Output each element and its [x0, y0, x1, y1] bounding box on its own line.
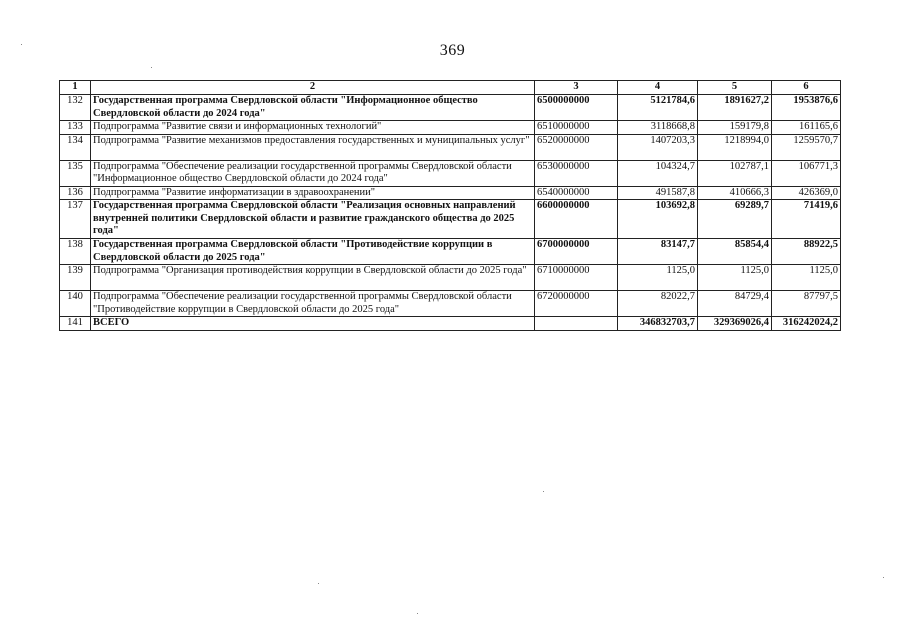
program-name-cell: Подпрограмма "Обеспечение реализации государственной программы Свердловской области "Информационное общество Свердловской области до 2024 года"	[91, 160, 535, 186]
value-col-5-cell: 410666,3	[698, 186, 772, 200]
value-col-6-cell: 1953876,6	[772, 95, 841, 121]
budget-code-cell: 6600000000	[535, 200, 618, 239]
value-col-5-cell: 69289,7	[698, 200, 772, 239]
value-col-5-cell: 1218994,0	[698, 134, 772, 160]
value-col-5-cell: 84729,4	[698, 291, 772, 317]
value-col-5-cell: 159179,8	[698, 121, 772, 135]
column-header-5: 5	[698, 81, 772, 95]
value-col-5-cell: 329369026,4	[698, 317, 772, 331]
column-header-3: 3	[535, 81, 618, 95]
value-col-6-cell: 106771,3	[772, 160, 841, 186]
column-header-2: 2	[91, 81, 535, 95]
table-row	[60, 95, 841, 121]
page-number: 369	[439, 42, 466, 59]
table-row	[60, 291, 841, 317]
row-number-cell: 140	[60, 291, 91, 317]
column-header-4: 4	[618, 81, 698, 95]
row-number-cell: 139	[60, 265, 91, 291]
budget-code-cell: 6530000000	[535, 160, 618, 186]
value-col-6-cell: 1125,0	[772, 265, 841, 291]
table-row	[60, 200, 841, 239]
budget-code-cell: 6500000000	[535, 95, 618, 121]
value-col-5-cell: 85854,4	[698, 239, 772, 265]
value-col-4-cell: 1407203,3	[618, 134, 698, 160]
row-number-cell: 132	[60, 95, 91, 121]
table-row	[60, 160, 841, 186]
budget-code-cell	[535, 317, 618, 331]
table-row	[60, 186, 841, 200]
value-col-5-cell: 1125,0	[698, 265, 772, 291]
row-number-cell: 137	[60, 200, 91, 239]
program-name-cell: Подпрограмма "Обеспечение реализации государственной программы Свердловской области "Противодействие коррупции в Свердловской области до 2025 года"	[91, 291, 535, 317]
program-name-cell: Подпрограмма "Развитие связи и информационных технологий"	[91, 121, 535, 135]
scan-speck	[883, 577, 884, 578]
value-col-6-cell: 87797,5	[772, 291, 841, 317]
row-number-cell: 134	[60, 134, 91, 160]
budget-code-cell: 6510000000	[535, 121, 618, 135]
table-row	[60, 121, 841, 135]
value-col-4-cell: 82022,7	[618, 291, 698, 317]
table-row	[60, 265, 841, 291]
table-row	[60, 239, 841, 265]
column-header-6: 6	[772, 81, 841, 95]
value-col-4-cell: 104324,7	[618, 160, 698, 186]
program-name-cell: Подпрограмма "Организация противодействия коррупции в Свердловской области до 2025 года"	[91, 265, 535, 291]
table-body	[60, 95, 841, 331]
value-col-4-cell: 346832703,7	[618, 317, 698, 331]
table-header-row	[60, 81, 841, 95]
value-col-5-cell: 102787,1	[698, 160, 772, 186]
budget-code-cell: 6520000000	[535, 134, 618, 160]
value-col-4-cell: 3118668,8	[618, 121, 698, 135]
value-col-6-cell: 88922,5	[772, 239, 841, 265]
row-number-cell: 133	[60, 121, 91, 135]
value-col-4-cell: 83147,7	[618, 239, 698, 265]
budget-code-cell: 6700000000	[535, 239, 618, 265]
value-col-5-cell: 1891627,2	[698, 95, 772, 121]
value-col-4-cell: 491587,8	[618, 186, 698, 200]
value-col-4-cell: 103692,8	[618, 200, 698, 239]
table-row	[60, 134, 841, 160]
program-name-cell: Государственная программа Свердловской области "Противодействие коррупции в Свердловской области до 2025 года"	[91, 239, 535, 265]
value-col-4-cell: 1125,0	[618, 265, 698, 291]
value-col-6-cell: 426369,0	[772, 186, 841, 200]
row-number-cell: 141	[60, 317, 91, 331]
budget-code-cell: 6710000000	[535, 265, 618, 291]
scan-speck	[151, 67, 152, 68]
value-col-6-cell: 316242024,2	[772, 317, 841, 331]
row-number-cell: 138	[60, 239, 91, 265]
scan-speck	[318, 583, 319, 584]
budget-code-cell: 6540000000	[535, 186, 618, 200]
budget-table	[59, 80, 841, 331]
row-number-cell: 135	[60, 160, 91, 186]
value-col-6-cell: 1259570,7	[772, 134, 841, 160]
column-header-1: 1	[60, 81, 91, 95]
scan-speck	[417, 613, 418, 614]
value-col-4-cell: 5121784,6	[618, 95, 698, 121]
budget-code-cell: 6720000000	[535, 291, 618, 317]
row-number-cell: 136	[60, 186, 91, 200]
program-name-cell: Подпрограмма "Развитие информатизации в здравоохранении"	[91, 186, 535, 200]
program-name-cell: Государственная программа Свердловской области "Информационное общество Свердловской области до 2024 года"	[91, 95, 535, 121]
value-col-6-cell: 161165,6	[772, 121, 841, 135]
table-row	[60, 317, 841, 331]
program-name-cell: Государственная программа Свердловской области "Реализация основных направлений внутренней политики Свердловской области и развитие гражданского общества до 2025 года"	[91, 200, 535, 239]
program-name-cell: ВСЕГО	[91, 317, 535, 331]
scan-speck	[21, 44, 22, 45]
value-col-6-cell: 71419,6	[772, 200, 841, 239]
program-name-cell: Подпрограмма "Развитие механизмов предоставления государственных и муниципальных услуг"	[91, 134, 535, 160]
scan-speck	[543, 491, 544, 492]
